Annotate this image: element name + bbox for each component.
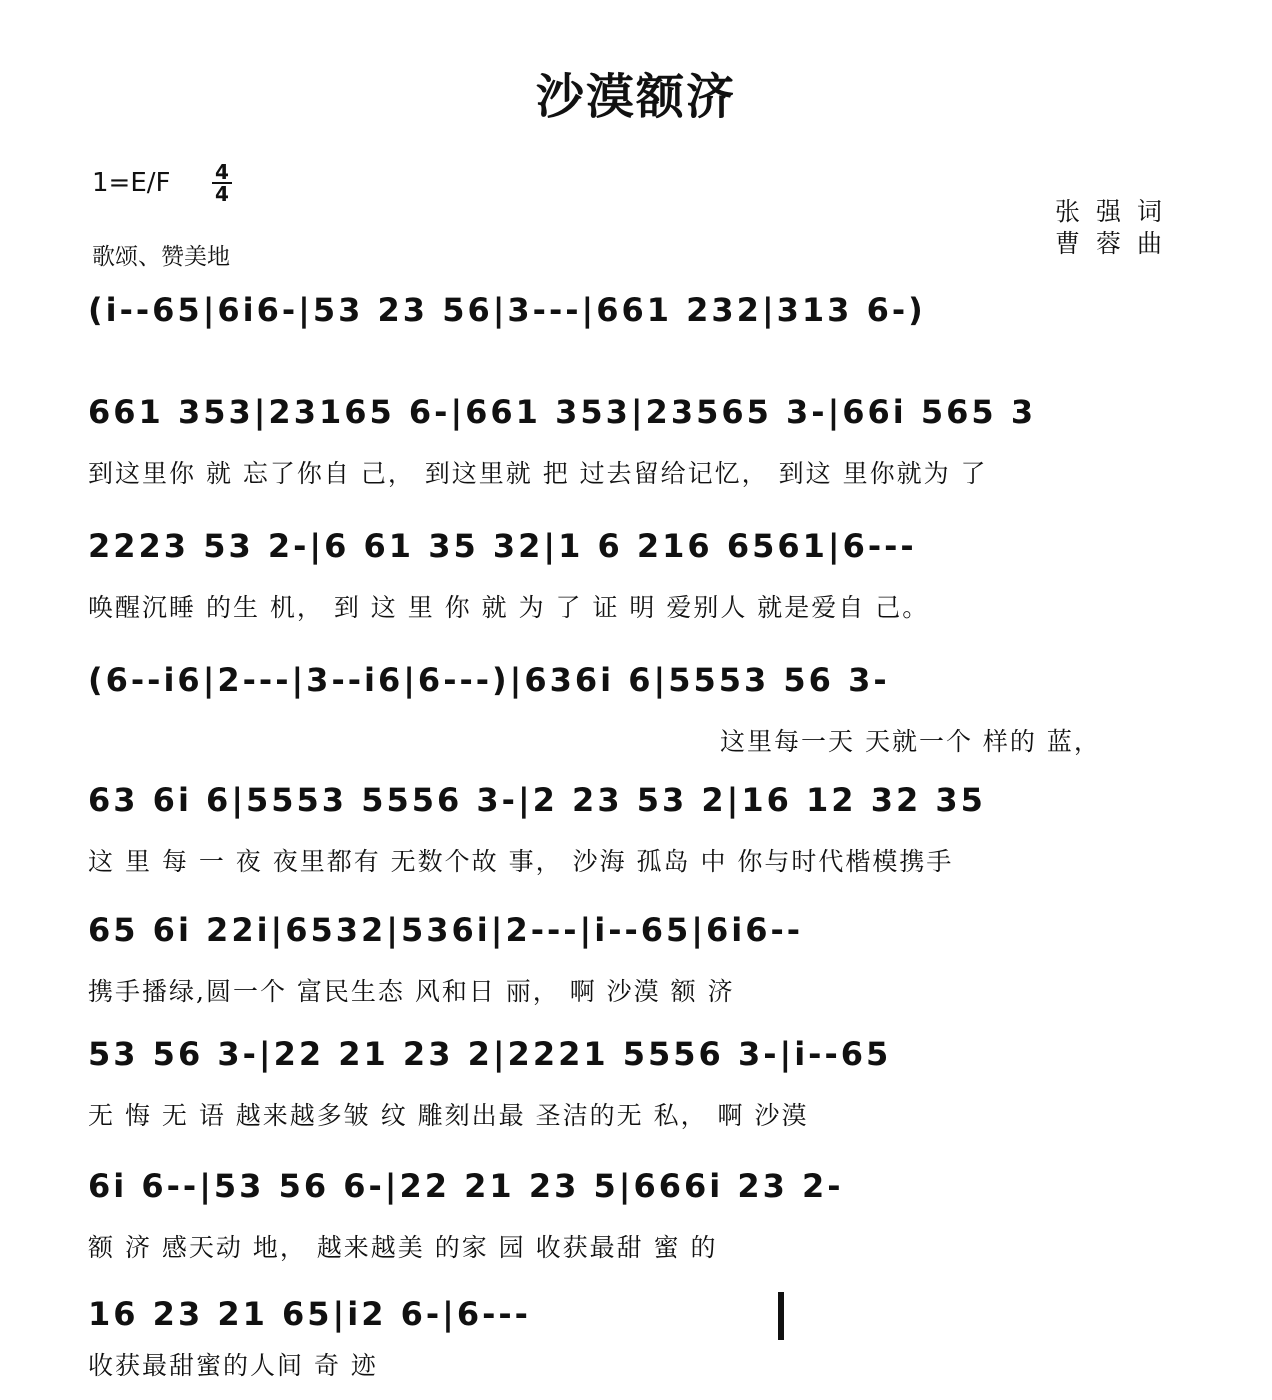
lyrics-row: 到这里你 就 忘了你自 己， 到这里就 把 过去留给记忆， 到这 里你就为 了 [88, 459, 988, 488]
lyricist-credit: 张强词 [1055, 197, 1179, 226]
final-barline [778, 1292, 784, 1340]
notation-row: 65 6i 22i|6532|536i|2---|i--65|6i6-- [88, 911, 804, 949]
notation-row: (i--65|6i6-|53 23 56|3---|661 232|313 6-) [88, 291, 926, 329]
score-line [88, 382, 1188, 512]
notation-row: 6i 6--|53 56 6-|22 21 23 5|666i 23 2- [88, 1167, 844, 1205]
lyrics-row: 携手播绿,圆一个 富民生态 风和日 丽， 啊 沙漠 额 济 [88, 977, 735, 1006]
score-line [88, 900, 1188, 1030]
score-line [88, 1156, 1188, 1286]
composer-credit: 曹蓉曲 [1055, 229, 1179, 258]
lyrics-row: 唤醒沉睡 的生 机， 到 这 里 你 就 为 了 证 明 爱别人 就是爱自 己。 [88, 593, 930, 622]
time-signature-bottom: 4 [215, 182, 229, 206]
song-title: 沙漠额济 [535, 69, 736, 125]
lyrics-row: 无 悔 无 语 越来越多皱 纹 雕刻出最 圣洁的无 私， 啊 沙漠 [88, 1101, 809, 1130]
lyrics-row: 这 里 每 一 夜 夜里都有 无数个故 事， 沙海 孤岛 中 你与时代楷模携手 [88, 847, 954, 876]
lyrics-row: 这里每一天 天就一个 样的 蓝， [720, 727, 1101, 756]
lyrics-row: 收获最甜蜜的人间 奇 迹 [88, 1351, 378, 1380]
notation-row: 2223 53 2-|6 61 35 32|1 6 216 6561|6--- [88, 527, 917, 565]
notation-row: 16 23 21 65|i2 6-|6--- [88, 1295, 531, 1333]
time-signature-top: 4 [215, 160, 229, 184]
score-line [88, 770, 1188, 900]
tempo-marking: 歌颂、赞美地 [92, 244, 230, 270]
key-signature: 1=E/F [92, 168, 171, 198]
score-line [88, 650, 1188, 780]
notation-row: 53 56 3-|22 21 23 2|2221 5556 3-|i--65 [88, 1035, 892, 1073]
lyrics-row: 额 济 感天动 地， 越来越美 的家 园 收获最甜 蜜 的 [88, 1233, 718, 1262]
score-line [88, 1024, 1188, 1154]
notation-row: 63 6i 6|5553 5556 3-|2 23 53 2|16 12 32 35 [88, 781, 986, 819]
score-line [88, 1284, 1188, 1400]
notation-row: (6--i6|2---|3--i6|6---)|636i 6|5553 56 3- [88, 661, 890, 699]
notation-row: 661 353|23165 6-|661 353|23565 3-|66i 565 3 [88, 393, 1037, 431]
score-line [88, 516, 1188, 646]
